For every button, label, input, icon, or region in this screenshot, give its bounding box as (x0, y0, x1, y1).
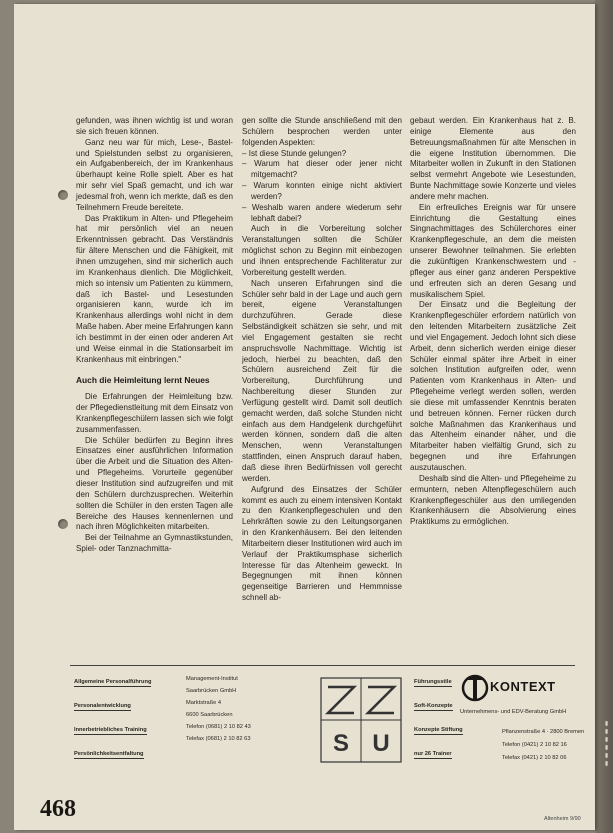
ad-item: Konzepte Stiftung (414, 727, 463, 733)
ad-item: Personalentwicklung (74, 703, 131, 709)
kontext-subtitle: Unternehmens- und EDV-Beratung GmbH (460, 709, 567, 715)
svg-text:U: U (372, 730, 390, 757)
su-logo (320, 677, 402, 763)
book-spine (595, 0, 613, 833)
svg-text:S: S (332, 730, 350, 757)
paragraph: Deshalb sind die Alten- und Pflegeheime zu ermuntern, neben Altenpflegeschülern auch Krankenpflegeschüler aus den umliegenden Krankenhäusern die Absolvierung eines Praktikums zu ermöglichen. (410, 473, 576, 527)
paragraph: Nach unseren Erfahrungen sind die Schüler sehr bald in der Lage und auch gern bereit, eigene Veranstaltungen durchzuführen. Gerade diese Selbständigkeit schätzen sie sehr, und mit viel Engagement gestalten sie recht anspruchsvolle Nachmittage. Wichtig ist jedoch, hierbei zu beachten, daß den Schülern ausreichend Zeit für die Vorbereitung, Durchführung und Nachbereitung dieser Stunden zur Verfügung gestellt wird. Damit soll deutlich gemacht werden, daß solche Stunden nicht einfach aus dem Handgelenk durchgeführt werden können, sondern daß die alten Menschen, wenn Veranstaltungen stattfinden, einen Anspruch darauf haben, daß diese ihren Bedürfnissen voll gerecht werden. (242, 278, 402, 483)
kontext-address-line: Telefon (0421) 2 10 82 16 (502, 742, 567, 748)
text-column-3 (410, 116, 576, 528)
paragraph: Die Erfahrungen der Heimleitung bzw. der Pflegedienstleitung mit dem Einsatz von Krankenpflegeschülern lassen sich wie folgt zusammenfassen. (76, 392, 233, 434)
paragraph: Der Einsatz und die Begleitung der Krankenpflegeschüler erfordern natürlich von den leitenden Mitarbeitern zusätzliche Zeit und viel Engagement. Jedoch lohnt sich diese Arbeit, denn sicherlich werden einige dieser Schüler einmal später ihre Arbeit in einer solchen Institution aufgreifen oder, wenn Patienten vom Krankenhaus in Alten- und Pflegeheime verlegt werden sollen, werden sie diese mit umfassender Kenntnis beraten und betreuen können. Ferner rücken durch solche Maßnahmen das Krankenhaus und das Altenheim einander näher, und die Mitarbeiter haben vielfältig Grund, sich zu begegnen und ihre Erfahrungen auszutauschen. (410, 300, 576, 472)
list-item: – Warum konnten einige nicht aktiviert werden? (242, 181, 402, 203)
address-line: Marktstraße 4 (186, 700, 222, 706)
paragraph: Das Praktikum in Alten- und Pflegeheim hat mir persönlich viel an neuen Erkenntnissen gebracht. Das Verständnis für ältere Menschen und die Fähigkeit, mit ihnen umzugehen, sind mir sicherlich auch im Krankenhaus dienlich. Die Möglichkeit, mich so intensiv um Patienten zu kümmern, daß ich Bastel- und Lesestunden organisieren kann, wurde ich im Krankenhaus allerdings wohl nicht in dem Maße haben. Aber meine Erfahrungen kann ich bestimmt in der einen oder anderen Art und Weise einmal in die Stationsarbeit im Krankenhaus mit einbringen." (76, 213, 233, 364)
advertisement-footer (70, 669, 585, 797)
address-line: Saarbrücken GmbH (186, 688, 237, 694)
ad-address (186, 673, 251, 745)
ad-item: Allgemeine Personalführung (74, 679, 152, 685)
question-list (242, 149, 402, 225)
list-item: – Warum hat dieser oder jener nicht mitgemacht? (242, 159, 402, 181)
text-column-1 (76, 116, 233, 555)
page-number: 468 (40, 796, 76, 822)
footer-divider (70, 665, 575, 666)
ad-item: Soft-Konzepte (414, 703, 453, 709)
kontext-address-line: Telefax (0421) 2 10 82 06 (502, 755, 567, 761)
punch-hole (58, 190, 68, 200)
text-column-2 (242, 116, 402, 604)
kontext-logo-icon (460, 673, 490, 703)
kontext-address-line: Pflanzenstraße 4 · 2800 Bremen (502, 729, 585, 735)
paragraph: gefunden, was ihnen wichtig ist und woran sie sich freuen können. (76, 116, 233, 136)
paragraph: Auch in die Vorbereitung solcher Veranstaltungen sollten die Schüler möglichst schon zu Beginn mit einbezogen und ihnen entsprechende Fachliteratur zur Vorbereitung gestellt werden. (242, 224, 402, 277)
kontext-name: KONTEXT (490, 679, 556, 694)
list-item: – Weshalb waren andere wiederum sehr lebhaft dabei? (242, 203, 402, 225)
paragraph: Ganz neu war für mich, Lese-, Bastel- und Spielstunden selbst zu organisieren, ein Aufgabenbereich, der im Krankenhaus überhaupt keine Rolle spielt. Aber es hat mir sehr viel Spaß gemacht, und ich war jedesmal froh, wenn ich merkte, daß es den Teilnehmern Freude bereitete. (76, 137, 233, 212)
address-line: Telefax (0681) 2 10 82 63 (186, 736, 251, 742)
issue-label: Altenheim 9/90 (544, 816, 581, 822)
ad-item: nur 26 Trainer (414, 751, 452, 757)
address-line: Telefon (0681) 2 10 82 43 (186, 724, 251, 730)
address-line: 6600 Saarbrücken (186, 712, 233, 718)
paragraph: Aufgrund des Einsatzes der Schüler kommt es auch zu einem intensiven Kontakt zu den Krankenpflegeschulen und den Lehrkräften sowie zu den Leitungsorganen in den Krankenhäusern. Bei den leitenden Mitarbeitern dieser Institutionen wird auch im Verlauf der Praktikumsphase sicherlich Interesse für das Altenheim geweckt. In Begegnungen mit ihnen können gegenseitige Barrieren und Hemmnisse schnell ab- (242, 484, 402, 603)
paragraph: Die Schüler bedürfen zu Beginn ihres Einsatzes einer ausführlichen Information über die Arbeit und die Situation des Alten- und Pflegeheims. Vorurteile gegenüber dieser Institution sind aufzugreifen und mit den Schülern durchzusprechen. Weiterhin sollten die Schüler in den ersten Tagen alle Bereiche des Hauses kennenlernen und nach ihren Möglichkeiten mitarbeiten. (76, 435, 233, 532)
paragraph: Ein erfreuliches Ereignis war für unsere Einrichtung die Gestaltung eines Singnachmittages des Schülerchores einer Krankenpflegeschule, an dem die meisten unserer Bewohner teilnahmen. Sie erlebten die zukünftigen Krankenschwestern und -pfleger aus einer ganz anderen Perspektive und erfreuten sich an deren Gesang und musikalischem Spiel. (410, 202, 576, 299)
spine-label: ▮▮▮▮▮▮ (603, 720, 609, 768)
paragraph: gen sollte die Stunde anschließend mit den Schülern besprochen werden unter folgenden Aspekten: (242, 116, 402, 147)
paragraph: Bei der Teilnahme an Gymnastikstunden, Spiel- oder Tanznachmitta- (76, 533, 233, 554)
address-line: Management-Institut (186, 676, 238, 682)
punch-hole (58, 519, 68, 529)
section-heading: Auch die Heimleitung lernt Neues (76, 375, 210, 386)
ad-item: Persönlichkeitsentfaltung (74, 751, 144, 757)
list-item: – Ist diese Stunde gelungen? (242, 149, 402, 160)
document-page (14, 4, 595, 830)
ad-item: Innerbetriebliches Training (74, 727, 147, 733)
paragraph: gebaut werden. Ein Krankenhaus hat z. B. einige Elemente aus den Betreuungsmaßnahmen für alte Menschen in die eigene Institution übernommen. Die Mitarbeiter wollen in Zukunft in den Stationen selbst vermehrt Angebote wie Lesestunden, Bunte Nachmittage sowie Konzerte und vieles andere mehr machen. (410, 116, 576, 201)
ad-item: Führungsstile (414, 679, 452, 685)
